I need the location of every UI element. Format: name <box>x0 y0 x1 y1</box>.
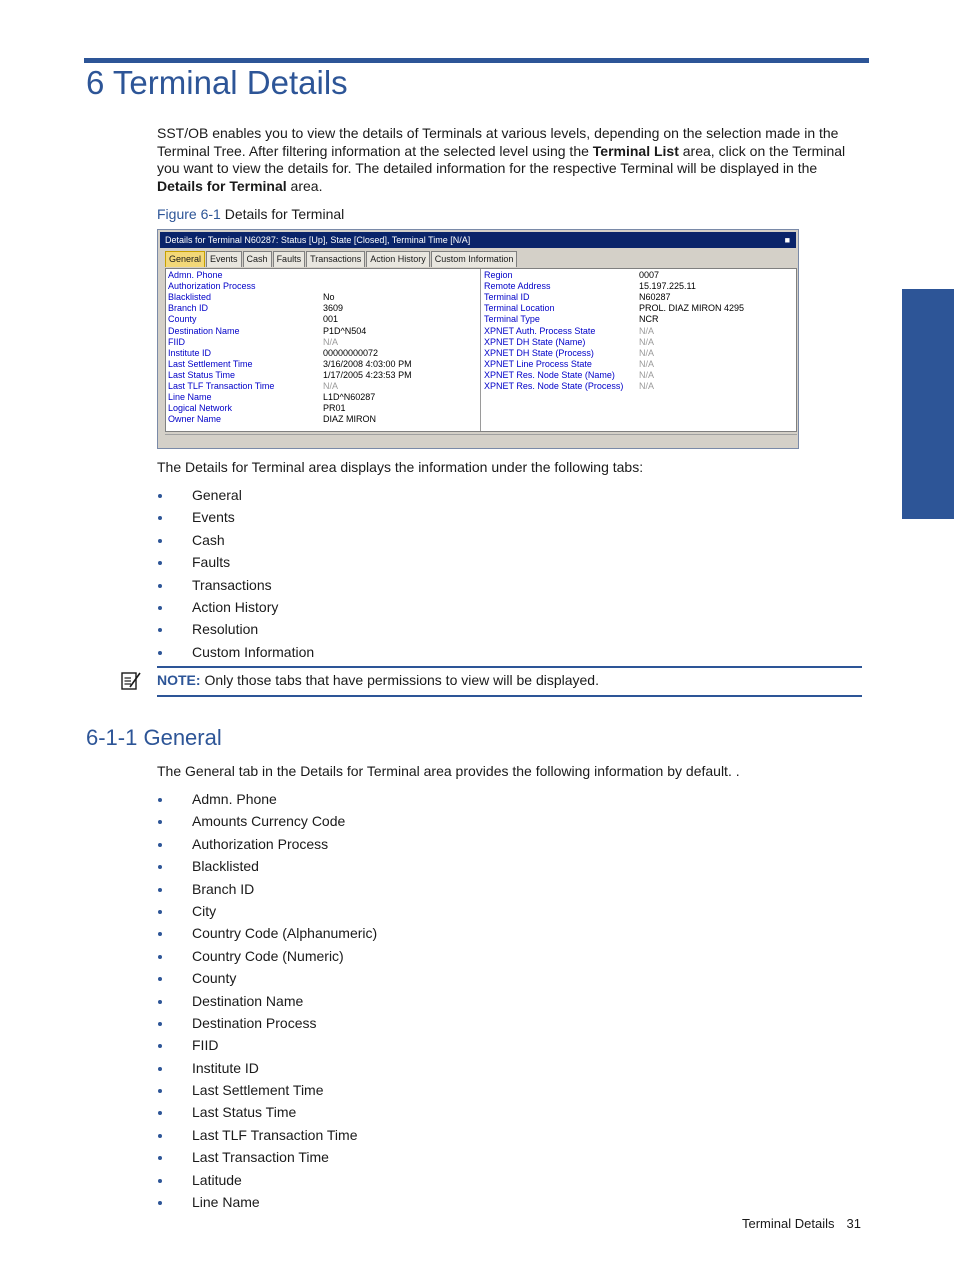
field-key: Last Status Time <box>168 369 236 380</box>
intro-bold-details: Details for Terminal <box>157 177 287 194</box>
list-item-text: Latitude <box>192 1171 242 1188</box>
list-item-text: Custom Information <box>192 643 315 660</box>
field-key: XPNET Res. Node State (Process) <box>484 381 624 391</box>
field-key: Last Settlement Time <box>168 358 253 369</box>
bullet-icon <box>158 1201 162 1205</box>
bullet-icon <box>158 516 162 520</box>
field-key: Destination Name <box>168 325 240 336</box>
list-item <box>155 1124 377 1146</box>
list-item <box>155 855 377 877</box>
field-key: XPNET Line Process State <box>484 358 592 369</box>
field-value: 3609 <box>323 303 344 314</box>
list-item <box>155 641 314 663</box>
intro-text-2: area, click on the Terminal you want to view the details for. The detailed information for the respective Terminal will be displayed in the <box>157 142 846 176</box>
window-tab-transactions[interactable]: Transactions <box>306 251 365 267</box>
note-text: Only those tabs that have permissions to view will be displayed. <box>200 672 599 688</box>
note <box>157 672 599 688</box>
list-item <box>155 922 377 944</box>
list-item <box>155 1034 377 1056</box>
intro-bold-terminal-list: Terminal List <box>592 142 679 159</box>
bullet-icon <box>158 584 162 588</box>
window-status-bar <box>165 434 797 447</box>
list-item <box>155 529 314 551</box>
list-item-text: Last Status Time <box>192 1104 297 1121</box>
figure-caption <box>157 206 344 222</box>
bullet-icon <box>158 910 162 914</box>
list-item <box>155 833 377 855</box>
field-value: N/A <box>323 336 339 347</box>
list-item-text: Blacklisted <box>192 858 259 875</box>
field-key: Owner Name <box>168 414 222 425</box>
list-item-text: Action History <box>192 598 279 615</box>
bullet-icon <box>158 1044 162 1048</box>
bullet-icon <box>158 1022 162 1026</box>
bullet-icon <box>158 1067 162 1071</box>
bullet-icon <box>158 494 162 498</box>
list-item <box>155 1191 377 1213</box>
list-item <box>155 1057 377 1079</box>
tabs-intro: The Details for Terminal area displays the information under the following tabs: <box>157 459 644 475</box>
field-row <box>484 347 655 359</box>
list-item <box>155 967 377 989</box>
field-key: XPNET DH State (Name) <box>484 336 586 347</box>
window-title: Details for Terminal N60287: Status [Up], State [Closed], Terminal Time [N/A] <box>165 235 471 245</box>
tabs-list <box>155 484 314 663</box>
window-tab-custom-information[interactable]: Custom Information <box>431 251 518 267</box>
field-value: DIAZ MIRON <box>323 414 376 425</box>
list-item <box>155 484 314 506</box>
field-value: 0007 <box>639 270 660 280</box>
field-value: L1D^N60287 <box>323 392 376 403</box>
page-footer <box>742 1216 861 1231</box>
list-item <box>155 574 314 596</box>
list-item <box>155 1079 377 1101</box>
bullet-icon <box>158 955 162 959</box>
field-key: Admn. Phone <box>168 270 223 280</box>
field-row <box>484 303 745 314</box>
list-item <box>155 551 314 573</box>
field-value: N/A <box>639 347 655 358</box>
footer-label: Terminal Details <box>742 1216 835 1231</box>
page-number: 31 <box>846 1216 861 1231</box>
list-item-text: Last Transaction Time <box>192 1149 329 1166</box>
pin-icon[interactable]: ■ <box>784 235 790 245</box>
field-key: XPNET Auth. Process State <box>484 325 596 336</box>
bullet-icon <box>158 1179 162 1183</box>
list-item <box>155 990 377 1012</box>
list-item <box>155 596 314 618</box>
field-row <box>168 392 376 403</box>
note-label: NOTE: <box>157 672 201 688</box>
field-value: 00000000072 <box>323 347 379 358</box>
side-tab-label: Terminal Details <box>908 550 924 650</box>
window-tab-events[interactable]: Events <box>206 251 242 267</box>
list-item-text: Last TLF Transaction Time <box>192 1126 358 1143</box>
field-row <box>168 403 346 414</box>
field-key: XPNET DH State (Process) <box>484 347 594 358</box>
bullet-icon <box>158 843 162 847</box>
list-item-text: Country Code (Numeric) <box>192 947 344 964</box>
list-item-text: Faults <box>192 554 231 571</box>
window-tab-cash[interactable]: Cash <box>243 251 272 267</box>
field-value: N/A <box>639 358 655 369</box>
field-value: 15.197.225.11 <box>639 281 696 292</box>
field-key: XPNET Res. Node State (Name) <box>484 369 615 380</box>
bullet-icon <box>158 628 162 632</box>
window-tab-faults[interactable]: Faults <box>273 251 306 267</box>
list-item-text: Line Name <box>192 1194 260 1211</box>
window-tab-action-history[interactable]: Action History <box>366 251 430 267</box>
list-item <box>155 1012 377 1034</box>
intro-paragraph <box>157 125 857 195</box>
bullet-icon <box>158 1156 162 1160</box>
intro-text-3: area. <box>286 177 323 194</box>
list-item-text: Institute ID <box>192 1059 259 1076</box>
bullet-icon <box>158 888 162 892</box>
list-item-text: Destination Name <box>192 992 304 1009</box>
field-key: Blacklisted <box>168 292 212 303</box>
field-row <box>168 336 339 348</box>
field-row <box>168 414 376 425</box>
top-rule <box>84 58 869 63</box>
field-value: N/A <box>639 381 655 391</box>
general-fields-panel <box>165 268 797 432</box>
field-row <box>168 303 344 314</box>
list-item-text: Destination Process <box>192 1014 317 1031</box>
field-value: PR01 <box>323 403 346 414</box>
bullet-icon <box>158 1089 162 1093</box>
field-key: Institute ID <box>168 347 212 358</box>
field-row <box>168 325 367 337</box>
field-value: N/A <box>639 325 655 336</box>
bullet-icon <box>158 977 162 981</box>
list-item-text: General <box>192 487 242 503</box>
field-key: Authorization Process <box>168 281 256 292</box>
bullet-icon <box>158 651 162 655</box>
section-title: 6-1-1 General <box>86 725 222 750</box>
bullet-icon <box>158 561 162 565</box>
chapter-title: 6 Terminal Details <box>86 64 348 101</box>
bullet-icon <box>158 1111 162 1115</box>
field-key: Region <box>484 270 513 280</box>
list-item <box>155 810 377 832</box>
field-key: Remote Address <box>484 281 551 292</box>
field-row <box>168 281 256 292</box>
field-value: PROL. DIAZ MIRON 4295 <box>639 303 745 314</box>
list-item-text: Cash <box>192 531 225 548</box>
figure-number: Figure 6-1 <box>157 206 221 222</box>
field-row <box>168 347 379 359</box>
column-divider <box>480 269 481 431</box>
note-icon <box>120 670 142 692</box>
list-item <box>155 1169 377 1191</box>
field-row <box>168 314 339 325</box>
field-value: N/A <box>323 381 339 391</box>
window-tab-general[interactable]: General <box>165 251 205 267</box>
list-item-text: Admn. Phone <box>192 791 277 807</box>
field-value: 1/17/2005 4:23:53 PM <box>323 369 412 380</box>
list-item <box>155 900 377 922</box>
list-item <box>155 506 314 528</box>
field-row <box>484 369 655 381</box>
bullet-icon <box>158 820 162 824</box>
figure-caption-text: Details for Terminal <box>220 206 345 222</box>
field-row <box>168 292 335 303</box>
bullet-icon <box>158 932 162 936</box>
field-row <box>484 270 660 281</box>
note-top-rule <box>157 666 862 668</box>
field-row <box>168 270 223 281</box>
bullet-icon <box>158 1000 162 1004</box>
bullet-icon <box>158 865 162 869</box>
general-intro: The General tab in the Details for Terminal area provides the following information by default. . <box>157 763 740 779</box>
bullet-icon <box>158 606 162 610</box>
intro-text-1: SST/OB enables you to view the details of Terminals at various levels, depending on the selection made in the Terminal Tree. After filtering information at the selected level using the <box>157 125 839 159</box>
field-row <box>168 381 339 392</box>
side-tab <box>902 289 954 650</box>
field-value: No <box>323 292 335 303</box>
list-item-text: Transactions <box>192 576 272 593</box>
field-row <box>484 314 659 325</box>
field-value: P1D^N504 <box>323 325 367 336</box>
field-row <box>168 358 412 370</box>
bullet-icon <box>158 798 162 802</box>
field-value: 3/16/2008 4:03:00 PM <box>323 358 412 369</box>
field-row <box>484 336 655 348</box>
list-item-text: Country Code (Alphanumeric) <box>192 925 378 942</box>
field-value: N/A <box>639 336 655 347</box>
field-key: Line Name <box>168 392 212 403</box>
list-item-text: Authorization Process <box>192 835 329 852</box>
list-item <box>155 945 377 967</box>
field-key: FIID <box>168 336 185 347</box>
field-key: County <box>168 314 197 325</box>
bullet-icon <box>158 539 162 543</box>
list-item-text: Last Settlement Time <box>192 1082 324 1099</box>
window-tab-strip <box>165 251 518 267</box>
list-item-text: Events <box>192 509 235 526</box>
field-value: N/A <box>639 369 655 380</box>
general-fields-list <box>155 788 377 1213</box>
list-item-text: Resolution <box>192 621 259 638</box>
bullet-icon <box>158 1134 162 1138</box>
field-value: 001 <box>323 314 339 325</box>
list-item-text: City <box>192 902 217 919</box>
field-value: NCR <box>639 314 659 325</box>
field-row <box>484 292 671 303</box>
list-item-text: Branch ID <box>192 880 255 897</box>
list-item-text: County <box>192 970 237 987</box>
field-key: Logical Network <box>168 403 233 414</box>
list-item <box>155 1146 377 1168</box>
list-item <box>155 878 377 900</box>
field-key: Terminal Type <box>484 314 540 325</box>
field-row <box>484 381 655 392</box>
field-key: Terminal ID <box>484 292 530 303</box>
field-key: Last TLF Transaction Time <box>168 381 275 391</box>
window-title-bar <box>160 232 796 248</box>
list-item <box>155 1101 377 1123</box>
field-row <box>168 369 412 381</box>
field-row <box>484 358 655 370</box>
field-value: N60287 <box>639 292 671 303</box>
field-row <box>484 281 696 292</box>
list-item-text: FIID <box>192 1037 219 1054</box>
list-item <box>155 618 314 640</box>
field-key: Terminal Location <box>484 303 555 314</box>
field-row <box>484 325 655 337</box>
details-window-screenshot <box>157 229 799 449</box>
field-key: Branch ID <box>168 303 209 314</box>
list-item-text: Amounts Currency Code <box>192 813 346 830</box>
note-bottom-rule <box>157 695 862 697</box>
list-item <box>155 788 377 810</box>
